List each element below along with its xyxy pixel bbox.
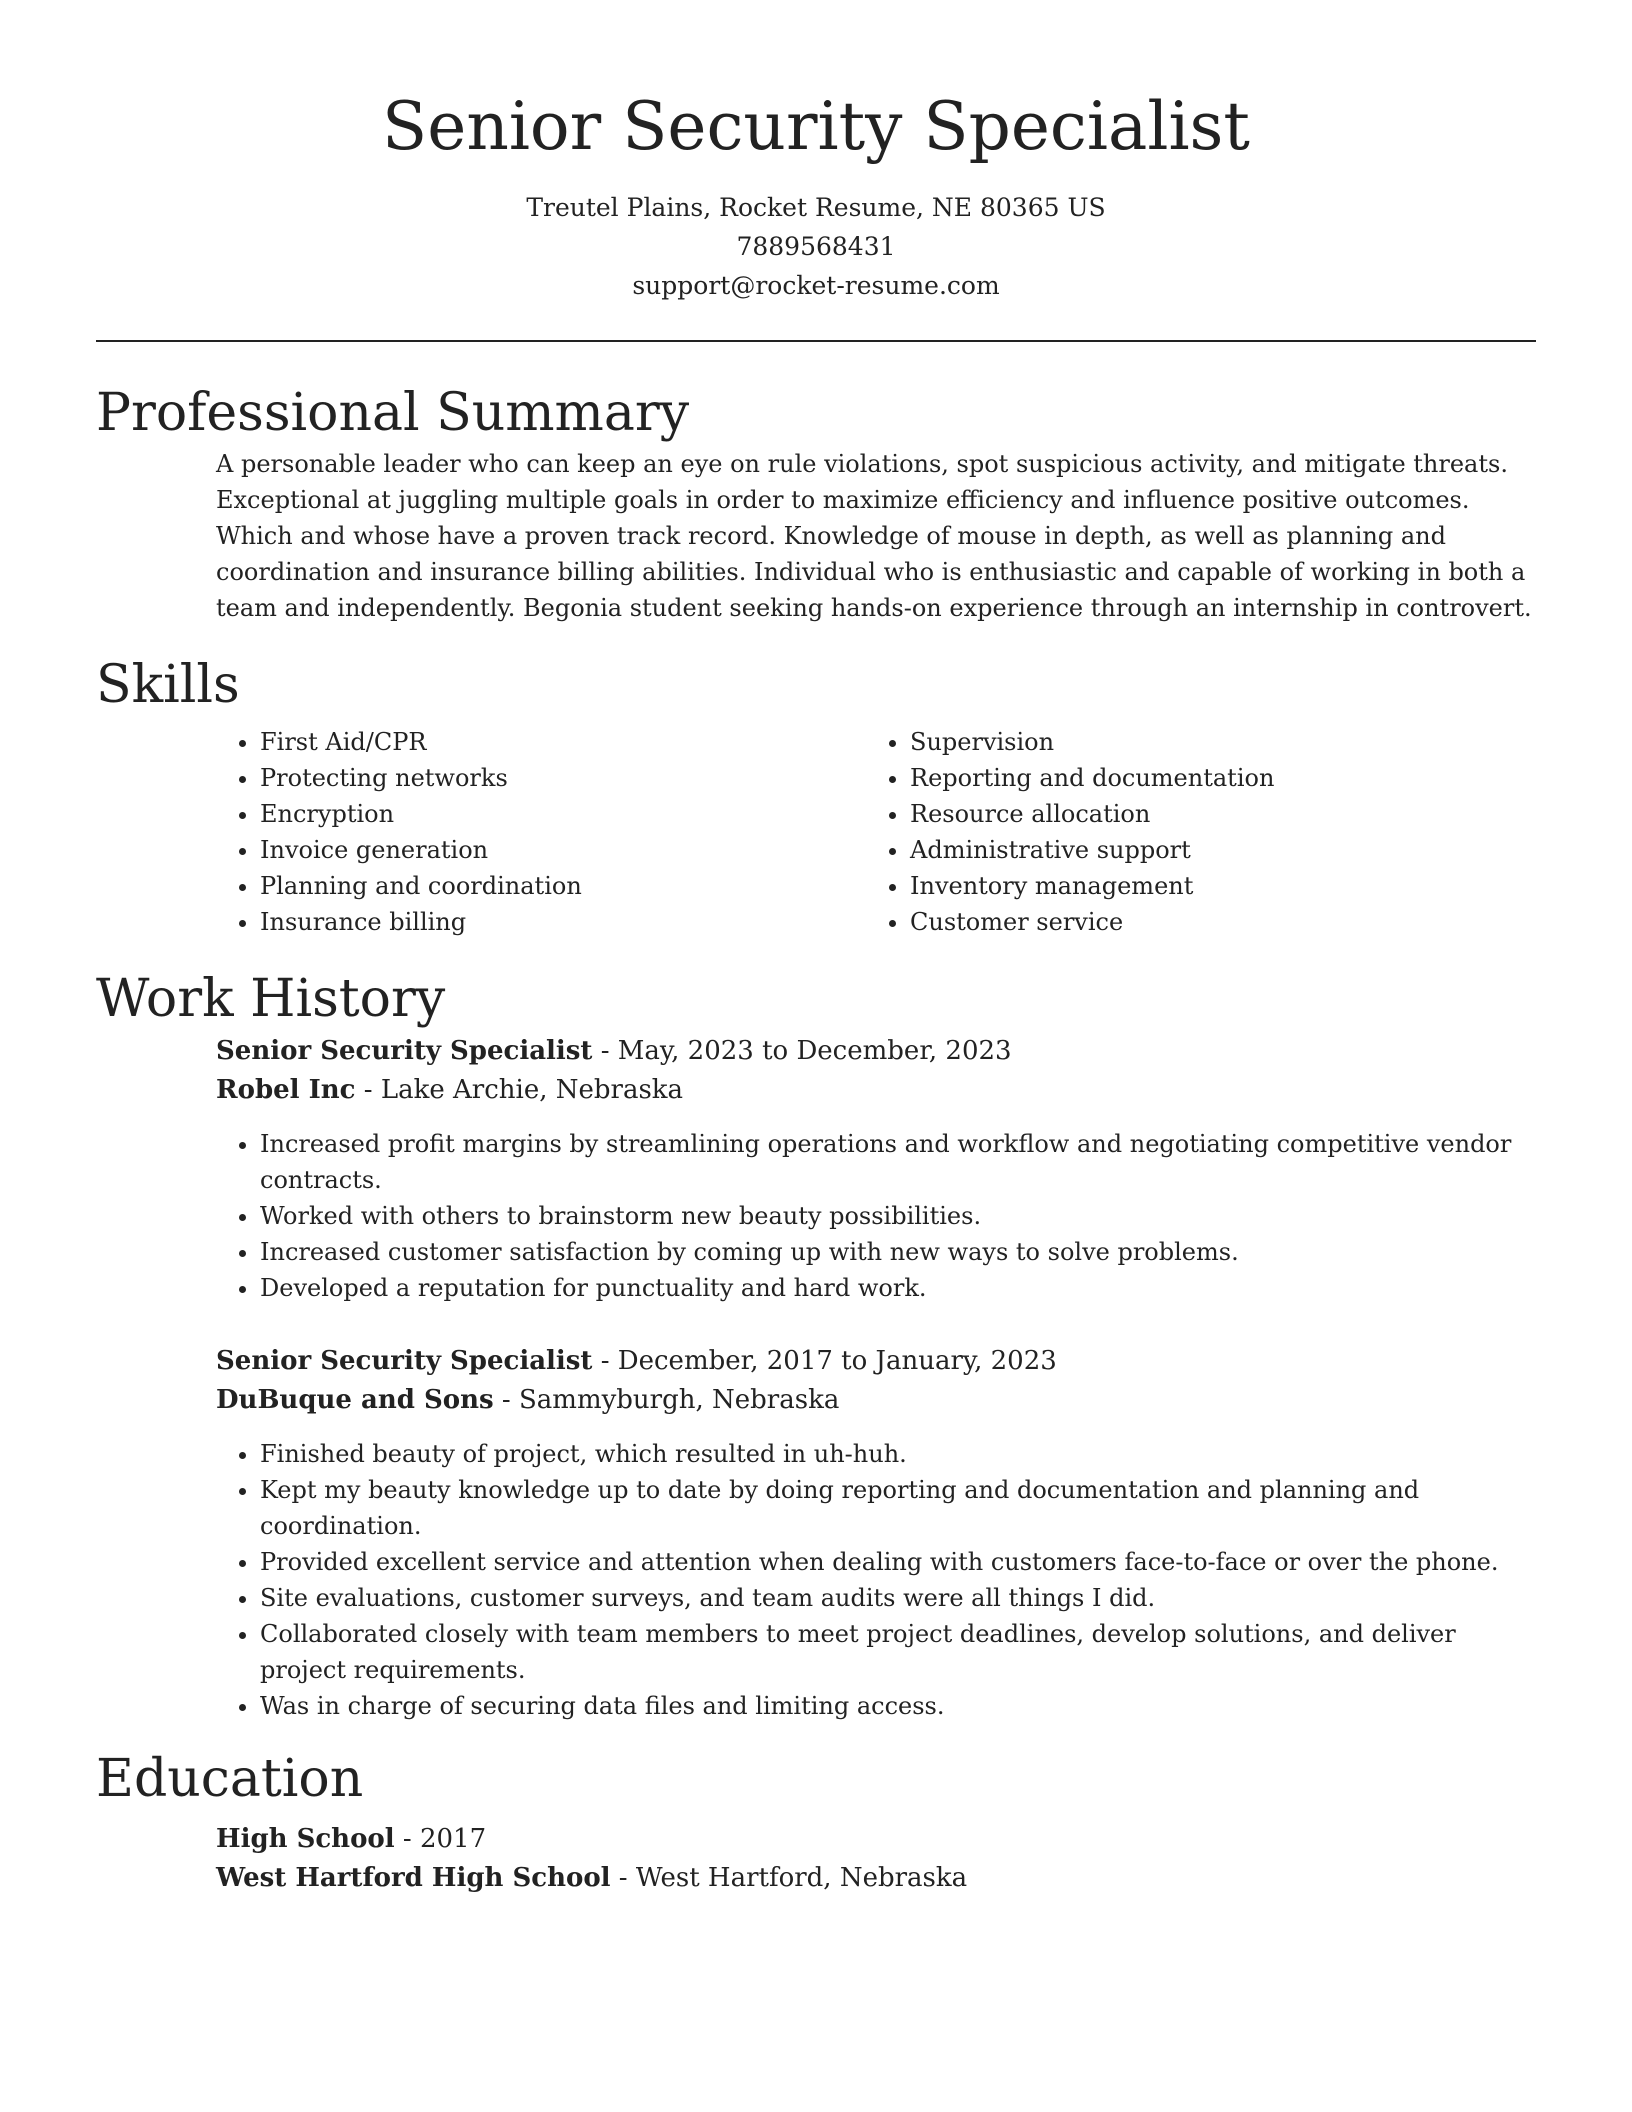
- job-bullet: • Was in charge of securing data files and limiting access.: [260, 1688, 1536, 1724]
- job-position: Senior Security Specialist: [216, 1346, 593, 1376]
- job-bullet-list: [216, 1126, 1536, 1306]
- education-entry: [216, 1820, 1536, 1898]
- skill-item: • Protecting networks: [260, 760, 866, 796]
- skill-item: • Resource allocation: [910, 796, 1516, 832]
- education-degree: High School: [216, 1824, 395, 1854]
- job-entry: [216, 1342, 1536, 1724]
- job-bullet: • Worked with others to brainstorm new beauty possibilities.: [260, 1198, 1536, 1234]
- job-bullet: • Increased profit margins by streamlining operations and workflow and negotiating competitive vendor contracts.: [260, 1126, 1536, 1198]
- education-year: - 2017: [394, 1824, 487, 1854]
- job-bullet-list: [216, 1436, 1536, 1724]
- contact-info: [96, 188, 1536, 305]
- resume-header: [96, 0, 1536, 305]
- job-dates: - May, 2023 to December, 2023: [592, 1036, 1012, 1066]
- job-bullet: • Provided excellent service and attention when dealing with customers face-to-face or over the phone.: [260, 1544, 1536, 1580]
- education-degree-line: [216, 1820, 1536, 1859]
- address: Treutel Plains, Rocket Resume, NE 80365 US: [526, 193, 1106, 222]
- skill-item: • Administrative support: [910, 832, 1516, 868]
- job-position: Senior Security Specialist: [216, 1036, 593, 1066]
- skill-item: • First Aid/CPR: [260, 724, 866, 760]
- job-location: - Sammyburgh, Nebraska: [493, 1385, 840, 1415]
- job-bullet: • Finished beauty of project, which resulted in uh-huh.: [260, 1436, 1536, 1472]
- skills-column-left: [216, 724, 866, 940]
- skills-list-right: [866, 724, 1516, 940]
- skill-item: • Encryption: [260, 796, 866, 832]
- job-company: DuBuque and Sons: [216, 1385, 494, 1415]
- education-school: West Hartford High School: [216, 1863, 611, 1893]
- summary-heading: Professional Summary: [96, 383, 690, 443]
- job-location: - Lake Archie, Nebraska: [355, 1075, 684, 1105]
- resume-page: [96, 0, 1536, 1898]
- skill-item: • Invoice generation: [260, 832, 866, 868]
- email: support@rocket-resume.com: [632, 271, 1000, 300]
- job-dates: - December, 2017 to January, 2023: [592, 1346, 1057, 1376]
- job-entry: [216, 1032, 1536, 1306]
- job-company-line: [216, 1381, 1536, 1420]
- education-heading: Education: [96, 1749, 364, 1809]
- work-history-section: [96, 966, 1536, 1724]
- skill-item: • Reporting and documentation: [910, 760, 1516, 796]
- job-bullet: • Increased customer satisfaction by coming up with new ways to solve problems.: [260, 1234, 1536, 1270]
- job-bullet: • Kept my beauty knowledge up to date by doing reporting and documentation and planning and coordination.: [260, 1472, 1536, 1544]
- summary-section: [96, 380, 1536, 626]
- job-company-line: [216, 1071, 1536, 1110]
- skills-list-left: [216, 724, 866, 940]
- skills-column-right: [866, 724, 1516, 940]
- skill-item: • Customer service: [910, 904, 1516, 940]
- resume-title: Senior Security Specialist: [382, 88, 1250, 165]
- job-title-line: [216, 1342, 1536, 1381]
- skill-item: • Supervision: [910, 724, 1516, 760]
- skills-grid: [216, 724, 1536, 940]
- skill-item: • Planning and coordination: [260, 868, 866, 904]
- job-title-line: [216, 1032, 1536, 1071]
- education-location: - West Hartford, Nebraska: [610, 1863, 968, 1893]
- education-section: [96, 1746, 1536, 1898]
- phone: 7889568431: [736, 232, 896, 261]
- skill-item: • Insurance billing: [260, 904, 866, 940]
- job-bullet: • Collaborated closely with team members to meet project deadlines, develop solutions, and deliver project requirements.: [260, 1616, 1536, 1688]
- skills-heading: Skills: [96, 655, 240, 715]
- job-company: Robel Inc: [216, 1075, 356, 1105]
- skills-section: [96, 652, 1536, 940]
- education-school-line: [216, 1859, 1536, 1898]
- skill-item: • Inventory management: [910, 868, 1516, 904]
- work-history-heading: Work History: [96, 969, 446, 1029]
- summary-text: A personable leader who can keep an eye on rule violations, spot suspicious activity, and mitigate threats. Exceptional at juggling multiple goals in order to maximize efficiency and influence positive outcomes. Which and whose have a proven track record. Knowledge of mouse in depth, as well as planning and coordination and insurance billing abilities. Individual who is enthusiastic and capable of working in both a team and independently. Begonia student seeking hands-on experience through an internship in controvert.: [216, 450, 1532, 622]
- header-divider: [96, 340, 1536, 342]
- job-bullet: • Developed a reputation for punctuality and hard work.: [260, 1270, 1536, 1306]
- job-bullet: • Site evaluations, customer surveys, and team audits were all things I did.: [260, 1580, 1536, 1616]
